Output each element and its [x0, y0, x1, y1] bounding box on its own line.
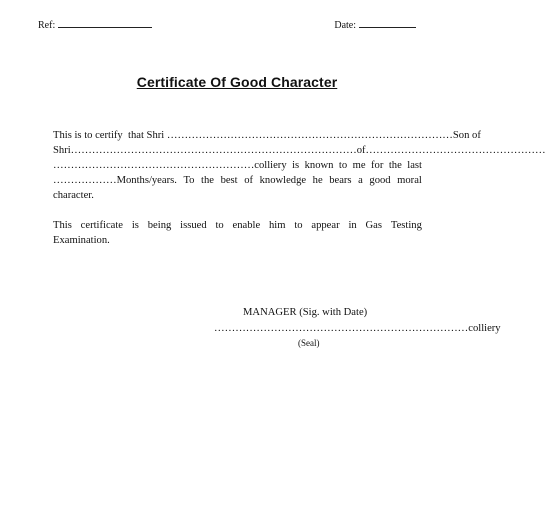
- date-field: [334, 17, 416, 31]
- text-segment: in: [348, 220, 357, 231]
- text-segment: of: [244, 175, 254, 186]
- text-segment: Examination.: [53, 235, 110, 246]
- text-segment: to: [215, 220, 224, 231]
- ref-label: Ref:: [38, 20, 56, 31]
- text-segment: known: [304, 160, 334, 171]
- paragraph-line: [53, 143, 546, 158]
- paragraph-line: [53, 218, 422, 233]
- text-segment: enable: [232, 220, 261, 231]
- text-segment: issued: [180, 220, 207, 231]
- text-segment: Shri………………………………………………………………………of……………………………………………: [53, 145, 546, 156]
- purpose-paragraph: [53, 218, 422, 248]
- text-segment: last: [407, 160, 422, 171]
- paragraph-line: [53, 173, 422, 188]
- text-segment: …………………………………………………colliery: [53, 160, 287, 171]
- text-segment: good: [369, 175, 391, 186]
- text-segment: the: [201, 175, 214, 186]
- text-segment: the: [388, 160, 402, 171]
- text-segment: Gas: [365, 220, 383, 231]
- text-segment: a: [358, 175, 363, 186]
- text-segment: bears: [329, 175, 352, 186]
- text-segment: being: [147, 220, 172, 231]
- text-segment: to: [294, 220, 303, 231]
- text-segment: appear: [311, 220, 340, 231]
- seal-label: (Seal): [298, 338, 320, 348]
- text-segment: ………………Months/years.: [53, 175, 177, 186]
- colliery-signature-line: ………………………………………………………………colliery: [214, 323, 501, 334]
- text-segment: This: [53, 220, 72, 231]
- header-row: [38, 17, 416, 33]
- manager-signature-label: MANAGER (Sig. with Date): [243, 307, 368, 318]
- ref-blank-line: [58, 17, 152, 28]
- paragraph-line: [53, 188, 422, 203]
- paragraph-line: [53, 128, 481, 143]
- text-segment: me: [352, 160, 366, 171]
- paragraph-line: [53, 233, 422, 248]
- ref-field: [38, 17, 152, 31]
- date-blank-line: [359, 17, 416, 28]
- text-segment: he: [312, 175, 323, 186]
- certificate-title: Certificate Of Good Character: [136, 74, 338, 90]
- text-segment: This is to certify that Shri ………………………………………………………………………: [53, 130, 453, 141]
- text-segment: To: [183, 175, 195, 186]
- text-segment: character.: [53, 190, 94, 201]
- text-segment: moral: [397, 175, 422, 186]
- text-segment: Son of: [452, 130, 481, 141]
- certification-paragraph: [53, 128, 546, 203]
- text-segment: Testing: [390, 220, 422, 231]
- text-segment: is: [131, 220, 139, 231]
- text-segment: certificate: [80, 220, 124, 231]
- text-segment: to: [338, 160, 348, 171]
- text-segment: him: [269, 220, 286, 231]
- text-segment: is: [292, 160, 300, 171]
- text-segment: knowledge: [259, 175, 307, 186]
- text-segment: best: [220, 175, 238, 186]
- text-segment: for: [371, 160, 384, 171]
- date-label: Date:: [334, 20, 356, 31]
- paragraph-line: [53, 158, 422, 173]
